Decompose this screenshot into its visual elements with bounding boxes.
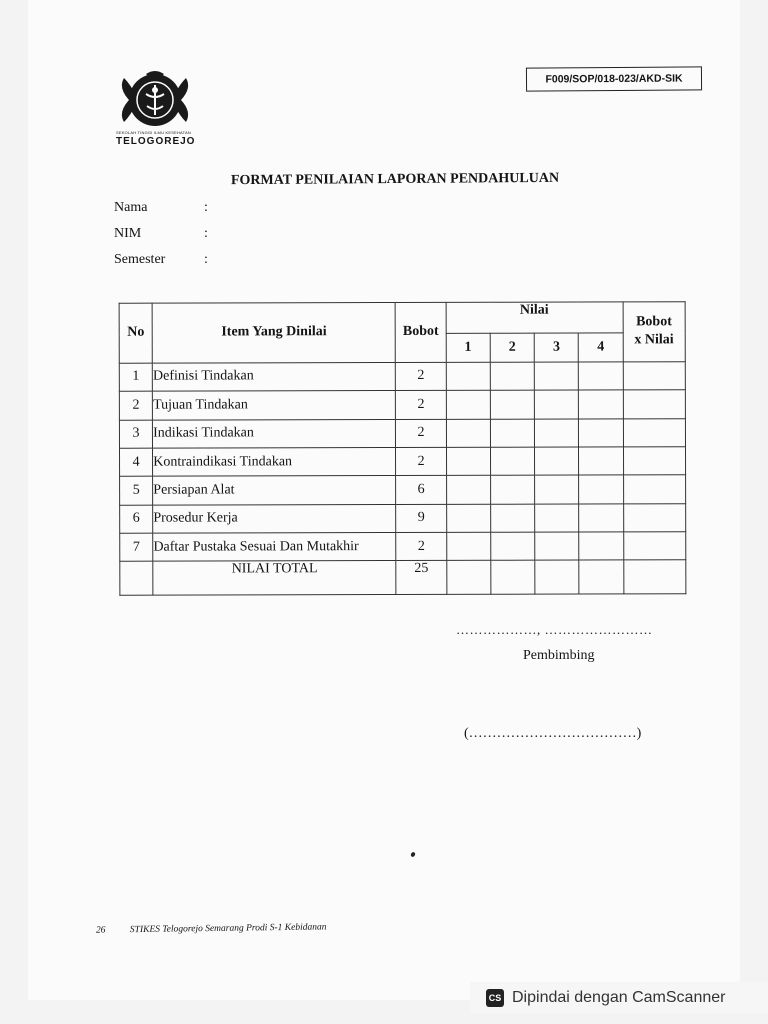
- row-bobot: 2: [396, 391, 446, 420]
- row-bobot: 2: [396, 362, 446, 391]
- score-cell[interactable]: [535, 532, 579, 560]
- score-cell[interactable]: [579, 418, 623, 446]
- weighted-cell[interactable]: [623, 418, 685, 447]
- row-bobot: 2: [396, 447, 446, 476]
- camscanner-icon: CS: [486, 989, 504, 1007]
- weighted-cell[interactable]: [623, 362, 685, 391]
- score-cell[interactable]: [446, 504, 490, 532]
- row-item: Prosedur Kerja: [153, 504, 396, 533]
- score-cell[interactable]: [534, 390, 578, 418]
- form-title: FORMAT PENILAIAN LAPORAN PENDAHULUAN: [230, 170, 560, 189]
- row-no: 2: [119, 391, 152, 419]
- weighted-cell[interactable]: [623, 390, 685, 419]
- header-no: No: [119, 303, 152, 363]
- field-semester: [114, 252, 208, 268]
- weighted-total-cell[interactable]: [623, 560, 685, 594]
- header-bobot-x-nilai-line1: Bobot: [636, 314, 672, 330]
- score-cell[interactable]: [579, 390, 623, 418]
- score-cell[interactable]: [579, 475, 623, 503]
- score-cell[interactable]: [446, 362, 490, 390]
- row-bobot: 2: [396, 532, 446, 561]
- score-cell[interactable]: [579, 447, 623, 475]
- row-no: 6: [120, 505, 153, 533]
- score-cell[interactable]: [535, 419, 579, 447]
- table-row: [119, 418, 685, 448]
- header-nilai-3: 3: [534, 333, 578, 361]
- score-cell[interactable]: [579, 504, 623, 532]
- weighted-cell[interactable]: [623, 447, 685, 476]
- row-item: Tujuan Tindakan: [153, 391, 396, 420]
- header-item: Item Yang Dinilai: [152, 303, 395, 363]
- table-row: [120, 475, 686, 505]
- row-no: 3: [119, 420, 152, 448]
- header-bobot: Bobot: [396, 302, 446, 362]
- camscanner-text: Dipindai dengan CamScanner: [512, 989, 726, 1006]
- weighted-cell[interactable]: [623, 503, 685, 532]
- table-row: [119, 362, 685, 392]
- table-total-row: [120, 560, 686, 595]
- score-cell[interactable]: [491, 561, 535, 595]
- score-cell[interactable]: [491, 532, 535, 560]
- header-nilai: Nilai: [446, 302, 623, 334]
- signature-name-line: (………………………………): [464, 726, 642, 741]
- score-cell[interactable]: [446, 532, 490, 560]
- score-cell[interactable]: [579, 532, 623, 560]
- score-cell[interactable]: [535, 504, 579, 532]
- row-item: Indikasi Tindakan: [153, 419, 396, 448]
- score-cell[interactable]: [579, 362, 623, 390]
- field-colon: :: [204, 200, 208, 215]
- field-colon: :: [204, 252, 208, 267]
- table-row: [119, 390, 685, 420]
- score-cell[interactable]: [490, 475, 534, 503]
- score-cell[interactable]: [491, 504, 535, 532]
- score-cell[interactable]: [446, 561, 490, 595]
- field-label: Nama: [114, 200, 148, 215]
- field-nim: [114, 226, 208, 242]
- institution-logo: [116, 70, 196, 130]
- score-cell[interactable]: [490, 362, 534, 390]
- signature-place-date: ………………, ……………………: [456, 622, 653, 637]
- assessment-table: [119, 301, 687, 595]
- row-item: Persiapan Alat: [153, 476, 396, 505]
- row-item: Kontraindikasi Tindakan: [153, 447, 396, 476]
- field-label: NIM: [114, 226, 142, 241]
- weighted-cell[interactable]: [623, 475, 685, 504]
- row-bobot: 2: [396, 419, 446, 448]
- table-row: [120, 503, 686, 533]
- row-bobot: 9: [396, 504, 446, 533]
- score-cell[interactable]: [446, 390, 490, 418]
- row-item: Daftar Pustaka Sesuai Dan Mutakhir: [153, 533, 396, 562]
- score-cell[interactable]: [579, 560, 623, 594]
- header-bobot-x-nilai-line2: x Nilai: [634, 332, 674, 348]
- camscanner-watermark: [470, 982, 768, 1014]
- table-row: [119, 447, 685, 477]
- score-cell[interactable]: [534, 362, 578, 390]
- score-cell[interactable]: [535, 447, 579, 475]
- field-label: Semester: [114, 252, 166, 267]
- page-number: 26: [95, 925, 106, 936]
- signature-role: Pembimbing: [523, 648, 595, 663]
- field-colon: :: [204, 226, 208, 241]
- total-no-cell: [120, 562, 153, 596]
- institution-subtitle: SEKOLAH TINGGI ILMU KESEHATAN: [116, 130, 191, 135]
- header-nilai-2: 2: [490, 334, 534, 362]
- logo-emblem-icon: [116, 70, 194, 130]
- row-no: 5: [120, 476, 153, 504]
- score-cell[interactable]: [490, 419, 534, 447]
- document-code-box: F009/SOP/018-023/AKD-SIK: [526, 66, 702, 91]
- header-nilai-4: 4: [579, 333, 623, 361]
- institution-name: TELOGOREJO: [116, 136, 196, 147]
- score-cell[interactable]: [490, 390, 534, 418]
- row-no: 1: [119, 363, 152, 391]
- total-label: NILAI TOTAL: [153, 561, 396, 595]
- weighted-cell[interactable]: [623, 532, 685, 561]
- score-cell[interactable]: [446, 419, 490, 447]
- header-nilai-1: 1: [446, 334, 490, 362]
- score-cell[interactable]: [535, 475, 579, 503]
- total-bobot: 25: [396, 561, 446, 595]
- score-cell[interactable]: [446, 447, 490, 475]
- row-item: Definisi Tindakan: [152, 362, 395, 391]
- score-cell[interactable]: [490, 447, 534, 475]
- score-cell[interactable]: [535, 560, 579, 594]
- row-bobot: 6: [396, 476, 446, 505]
- table-row: [120, 532, 686, 562]
- row-no: 7: [120, 533, 153, 561]
- table-header-row: [119, 302, 685, 335]
- footer-text: STIKES Telogorejo Semarang Prodi S-1 Kebidanan: [129, 922, 327, 936]
- field-nama: [114, 200, 208, 216]
- row-no: 4: [119, 448, 152, 476]
- header-bobot-x-nilai: [623, 302, 686, 362]
- score-cell[interactable]: [446, 476, 490, 504]
